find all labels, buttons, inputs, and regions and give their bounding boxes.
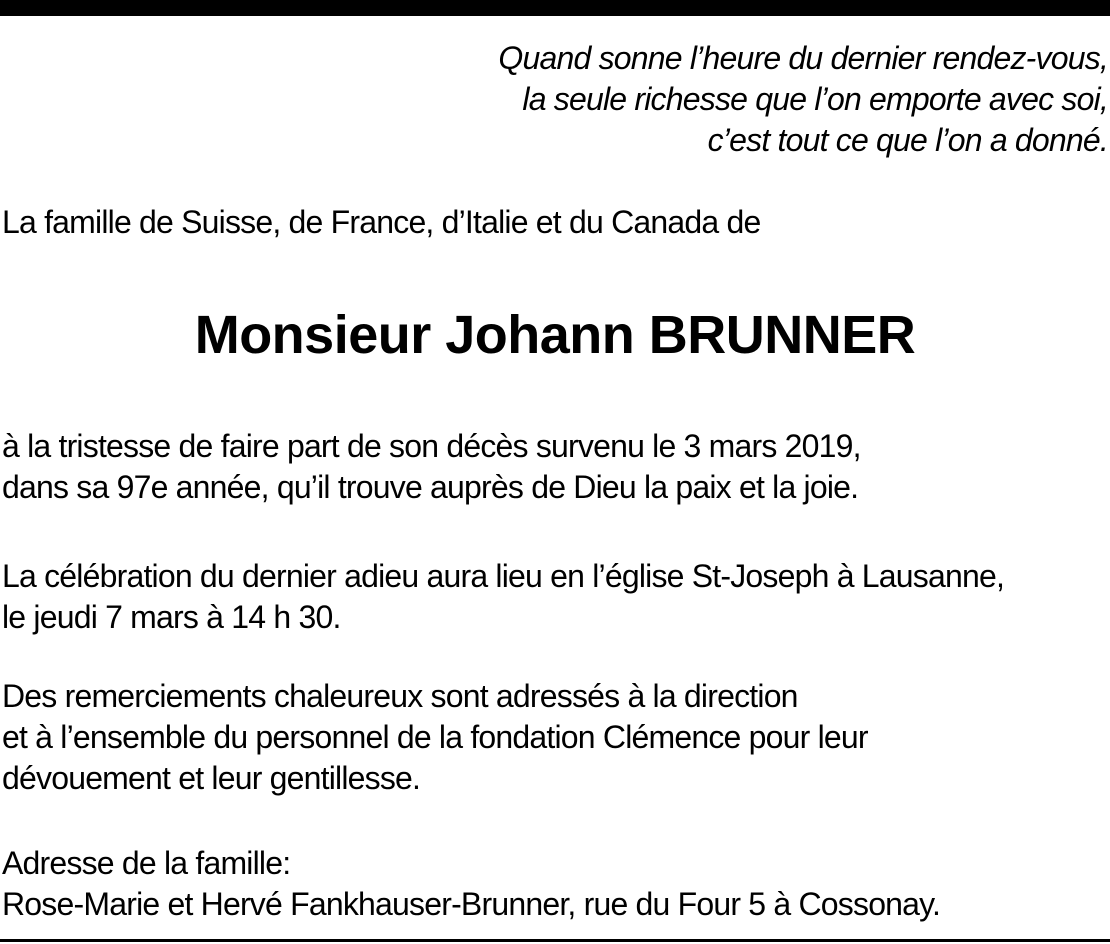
quote-line: la seule richesse que l’on emporte avec soi, — [522, 81, 1108, 117]
deceased-name: Monsieur Johann BRUNNER — [194, 305, 916, 365]
quote-line: Quand sonne l’heure du dernier rendez-vous, — [498, 40, 1108, 76]
ceremony-details — [2, 556, 1004, 638]
address-label: Adresse de la famille: — [2, 845, 291, 881]
quote-line: c’est tout ce que l’on a donné. — [707, 122, 1108, 158]
address-value: Rose-Marie et Hervé Fankhauser-Brunner, rue du Four 5 à Cossonay. — [2, 886, 941, 922]
epigraph-quote — [348, 38, 1108, 161]
top-border-rule — [0, 0, 1110, 16]
ceremony-line: La célébration du dernier adieu aura lieu en l’église St-Joseph à Lausanne, — [2, 558, 1005, 594]
thanks-line: et à l’ensemble du personnel de la fondation Clémence pour leur — [2, 719, 868, 755]
family-address — [2, 843, 940, 925]
death-announcement — [2, 426, 861, 508]
thanks-line: Des remerciements chaleureux sont adressés à la direction — [2, 678, 798, 714]
announcement-line: dans sa 97e année, qu’il trouve auprès de Dieu la paix et la joie. — [2, 469, 859, 505]
thanks-paragraph — [2, 676, 868, 799]
announcement-line: à la tristesse de faire part de son décès survenu le 3 mars 2019, — [2, 428, 861, 464]
bottom-border-rule — [0, 939, 1110, 942]
family-intro: La famille de Suisse, de France, d’Italie et du Canada de — [2, 204, 761, 240]
thanks-line: dévouement et leur gentillesse. — [2, 760, 421, 796]
ceremony-line: le jeudi 7 mars à 14 h 30. — [2, 599, 341, 635]
